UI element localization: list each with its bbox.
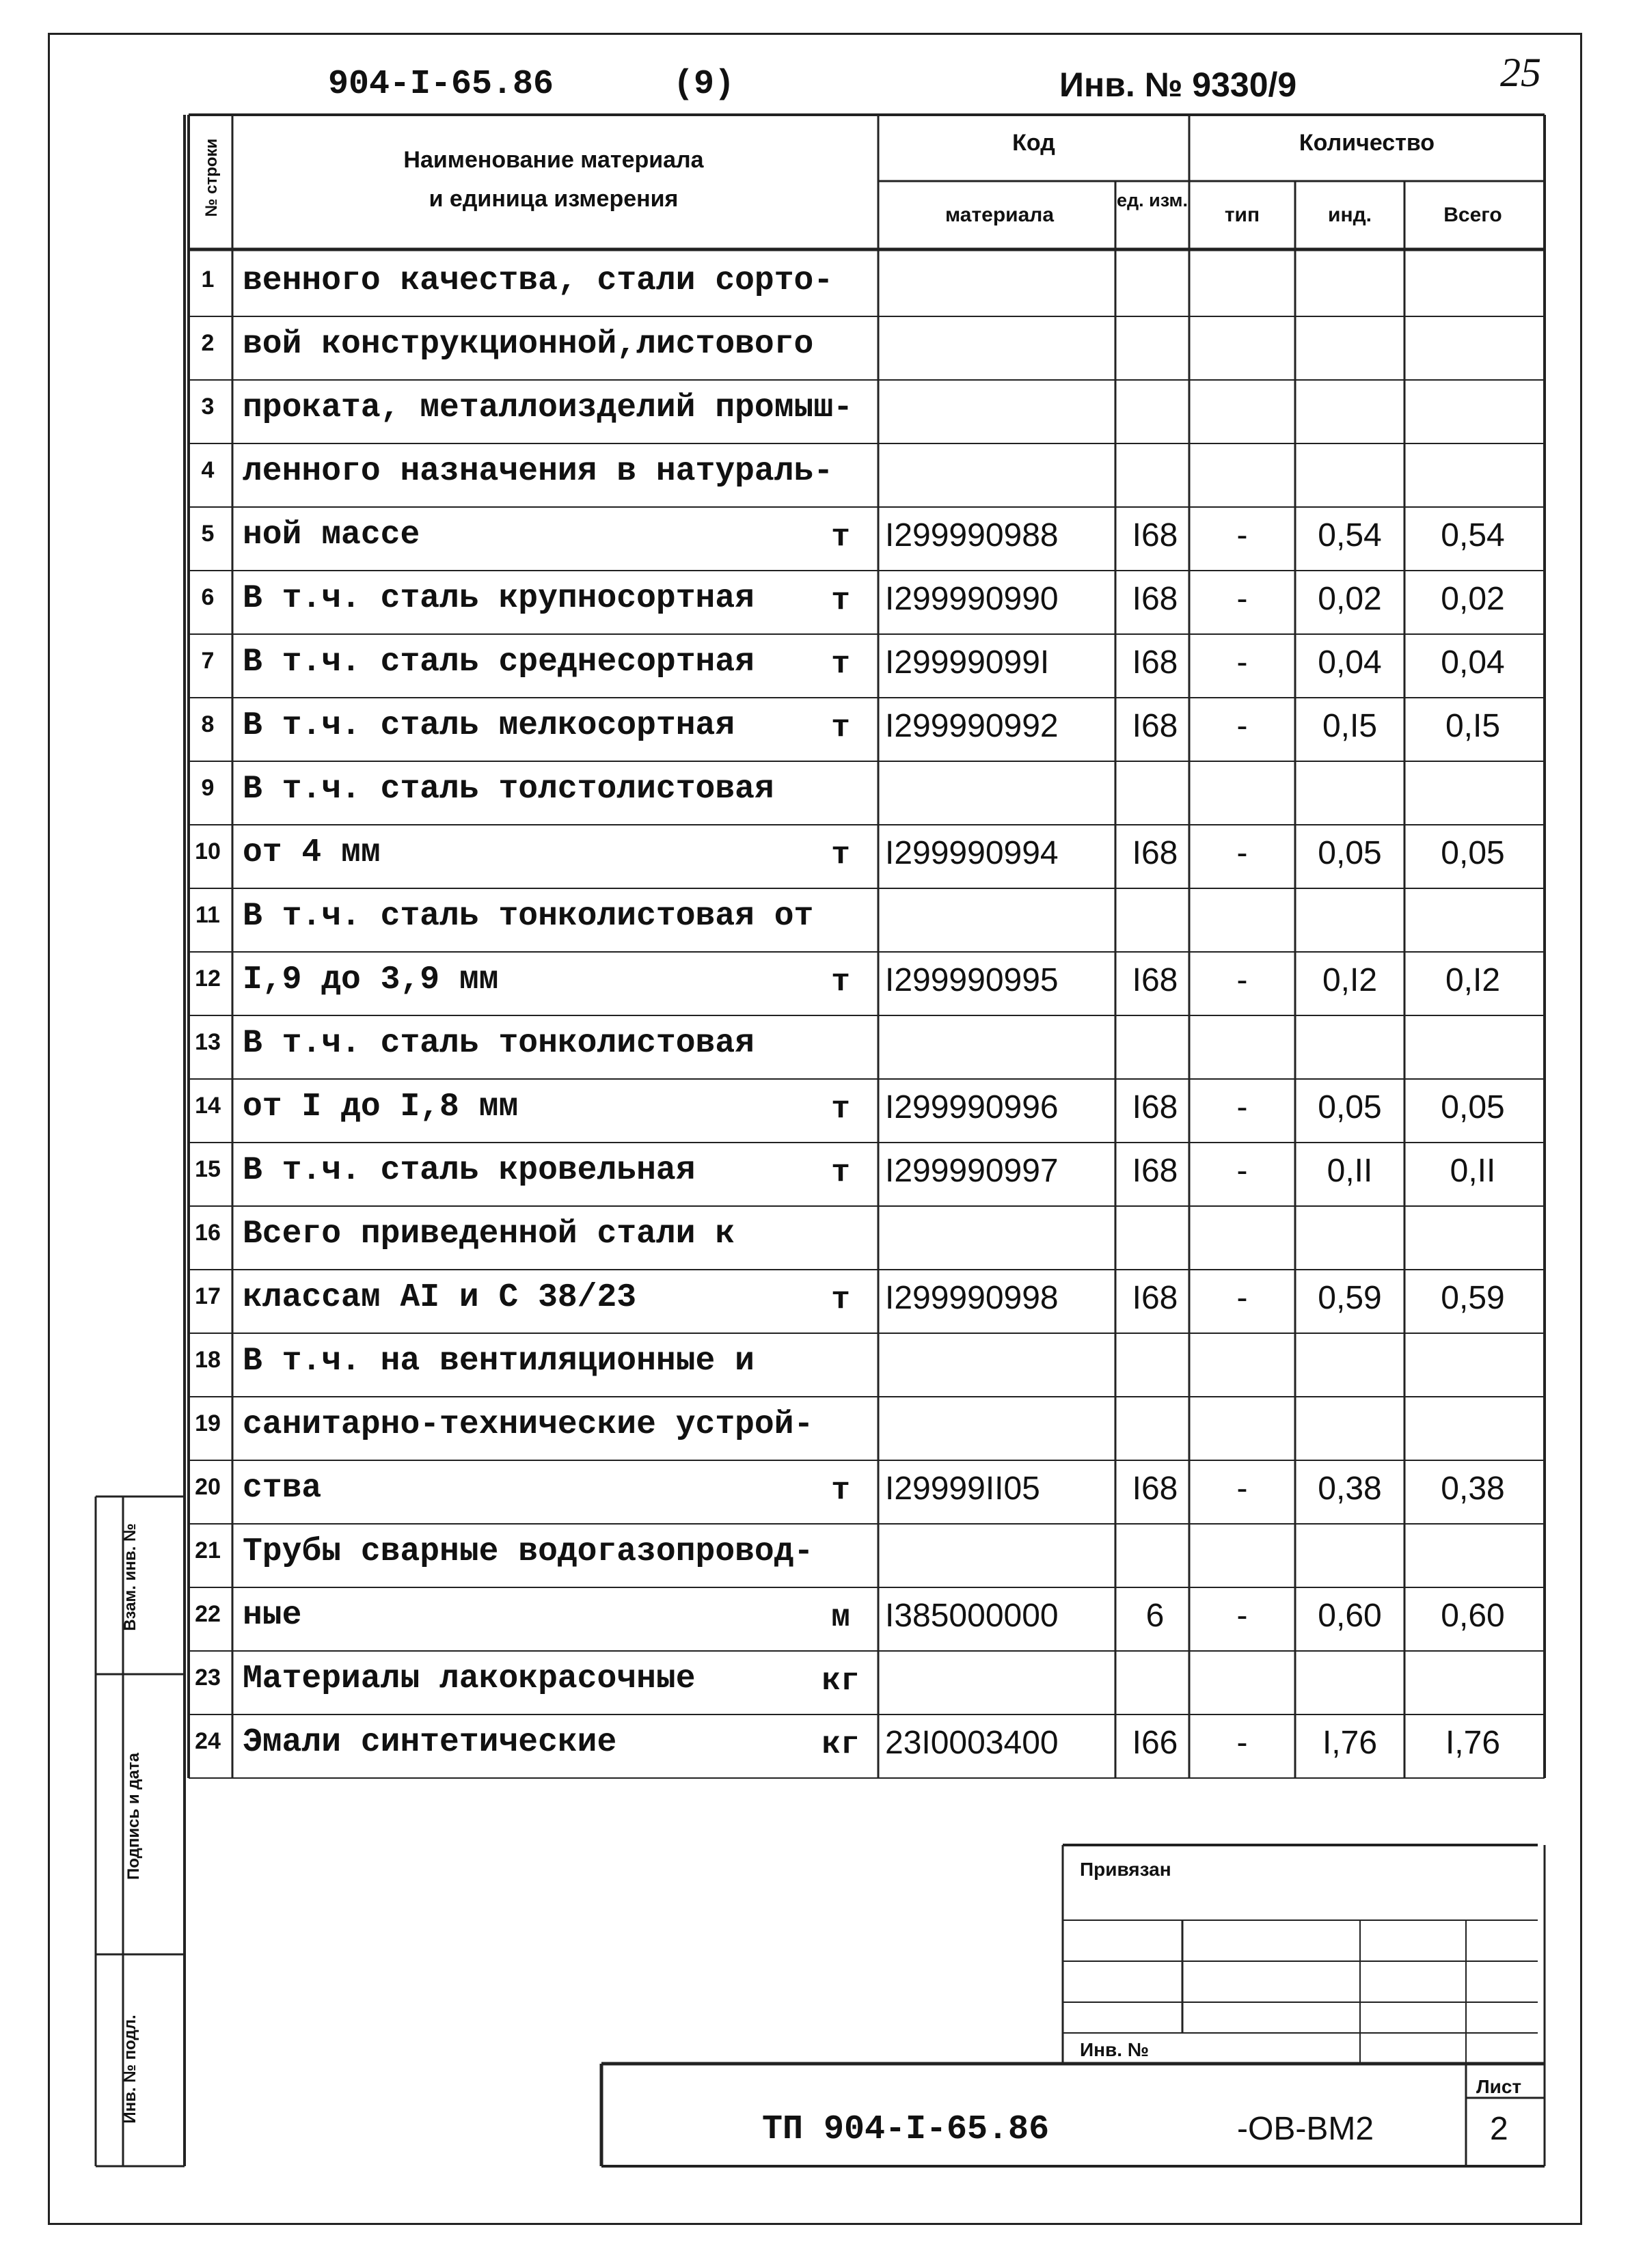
row-material-name: В т.ч. сталь среднесортная [243,644,755,681]
header-material: материала [945,204,1055,226]
row-number: 21 [195,1538,221,1563]
row-number: 12 [195,966,221,992]
row-number: 13 [195,1029,221,1055]
row-material-name: В т.ч. сталь кровельная [243,1152,696,1189]
row-material-name: ной массе [243,517,420,554]
row-number: 2 [201,330,215,356]
side-vzam-inv: Взам. инв. № [121,1523,139,1631]
row-material-code: I29999II05 [885,1471,1040,1507]
header-code: Код [1012,130,1055,156]
row-material-name: В т.ч. сталь тонколистовая от [243,898,814,935]
side-inv-original: Инв. № подл. [121,2014,139,2124]
row-material-code: I299990994 [885,835,1059,871]
row-material-code: I299990988 [885,517,1059,554]
row-unit: т [831,646,850,682]
row-qty-type: - [1236,835,1248,871]
row-qty-ind: 0,59 [1318,1280,1382,1316]
row-qty-total: 0,I5 [1445,708,1501,744]
row-qty-type: - [1236,708,1248,744]
row-material-code: I299990990 [885,581,1059,617]
row-unit: т [831,1155,850,1190]
row-material-name: от I до I,8 мм [243,1089,519,1125]
row-material-code: I299990992 [885,708,1059,744]
row-number: 3 [201,394,215,420]
row-number: 7 [201,648,215,674]
row-number: 10 [195,838,221,864]
row-qty-total: 0,02 [1441,581,1505,617]
row-qty-ind: 0,I2 [1322,962,1378,998]
row-material-name: Материалы лакокрасочные [243,1661,696,1697]
stamp-inv-no: Инв. № [1080,2039,1150,2060]
row-unit: т [831,837,850,873]
stamp-doc-number: ТП 904-I-65.86 [762,2110,1050,2149]
row-unit-code: I68 [1132,517,1178,554]
row-unit-code: I68 [1132,708,1178,744]
row-material-name: ные [243,1597,302,1634]
row-material-code: I299990998 [885,1280,1059,1316]
row-number: 4 [201,457,215,483]
side-signature-date: Подпись и дата [124,1753,143,1880]
row-number: 22 [195,1601,221,1627]
header-unit: ед. изм. [1117,190,1188,210]
sheet-handwritten: 25 [1500,50,1541,95]
doc-part: (9) [673,65,735,104]
row-qty-type: - [1236,1471,1248,1507]
row-material-name: Трубы сварные водогазопровод- [243,1533,814,1570]
header-row-number: № строки [202,138,221,217]
row-qty-total: 0,04 [1441,644,1505,681]
inventory-number: Инв. № 9330/9 [1059,66,1297,104]
row-unit: т [831,1473,850,1508]
row-qty-total: 0,05 [1441,1089,1505,1125]
row-qty-type: - [1236,1153,1248,1189]
row-qty-ind: I,76 [1322,1725,1378,1761]
row-material-name: В т.ч. сталь тонколистовая [243,1025,755,1062]
row-material-name: от 4 мм [243,834,381,871]
row-number: 14 [195,1093,221,1119]
row-qty-type: - [1236,1598,1248,1634]
row-qty-ind: 0,04 [1318,644,1382,681]
row-unit-code: I68 [1132,1089,1178,1125]
row-unit: кг [821,1727,860,1762]
row-material-name: проката, металлоизделий промыш- [243,390,853,426]
row-qty-ind: 0,02 [1318,581,1382,617]
header-type: тип [1224,204,1260,226]
row-unit: т [831,710,850,746]
row-unit-code: I66 [1132,1725,1178,1761]
row-number: 8 [201,711,215,737]
row-qty-ind: 0,38 [1318,1471,1382,1507]
header-ind: инд. [1328,204,1372,226]
row-material-name: венного качества, стали сорто- [243,262,834,299]
row-qty-total: 0,59 [1441,1280,1505,1316]
row-number: 5 [201,521,215,547]
row-qty-total: 0,I2 [1445,962,1501,998]
doc-code: 904-I-65.86 [328,65,554,104]
stamp-privyazan: Привязан [1080,1859,1171,1880]
header-total: Всего [1443,204,1502,226]
row-number: 11 [195,902,220,928]
row-material-code: I29999099I [885,644,1050,681]
row-unit-code: I68 [1132,1153,1178,1189]
row-qty-type: - [1236,1280,1248,1316]
row-material-name: В т.ч. на вентиляционные и [243,1343,755,1380]
row-material-name: Всего приведенной стали к [243,1216,735,1253]
row-unit: т [831,583,850,618]
row-number: 15 [195,1156,221,1182]
row-qty-ind: 0,I5 [1322,708,1378,744]
row-unit-code: I68 [1132,835,1178,871]
row-material-name: ства [243,1470,322,1507]
row-qty-total: 0,54 [1441,517,1505,554]
row-number: 9 [201,775,215,801]
row-material-code: 23I0003400 [885,1725,1059,1761]
row-qty-type: - [1236,644,1248,681]
row-number: 20 [195,1474,221,1500]
row-material-name: I,9 до 3,9 мм [243,961,499,998]
row-qty-type: - [1236,517,1248,554]
row-qty-type: - [1236,1089,1248,1125]
row-number: 23 [195,1665,221,1691]
row-unit: т [831,1091,850,1127]
row-qty-ind: 0,60 [1318,1598,1382,1634]
row-material-name: Эмали синтетические [243,1724,617,1761]
row-number: 18 [195,1347,221,1373]
row-unit-code: I68 [1132,962,1178,998]
row-unit-code: I68 [1132,581,1178,617]
row-unit-code: I68 [1132,644,1178,681]
row-unit: м [831,1600,850,1635]
row-unit: кг [821,1663,860,1699]
row-material-name: ленного назначения в натураль- [243,453,834,490]
stamp-sheet-label: Лист [1476,2076,1522,2097]
row-qty-total: 0,05 [1441,835,1505,871]
row-material-name: санитарно-технические устрой- [243,1406,814,1443]
row-material-name: В т.ч. сталь мелкосортная [243,707,735,744]
row-qty-ind: 0,II [1327,1153,1373,1189]
row-qty-total: 0,II [1450,1153,1496,1189]
row-material-code: I299990995 [885,962,1059,998]
row-material-code: I385000000 [885,1598,1059,1634]
row-number: 19 [195,1410,221,1436]
row-qty-total: 0,38 [1441,1471,1505,1507]
row-qty-total: 0,60 [1441,1598,1505,1634]
row-qty-type: - [1236,1725,1248,1761]
row-qty-total: I,76 [1445,1725,1501,1761]
row-qty-ind: 0,54 [1318,517,1382,554]
row-material-name: В т.ч. сталь толстолистовая [243,771,774,808]
row-unit-code: I68 [1132,1280,1178,1316]
row-number: 1 [201,267,215,292]
row-unit: т [831,964,850,1000]
row-unit: т [831,1282,850,1317]
row-unit-code: I68 [1132,1471,1178,1507]
row-material-name: вой конструкционной,листового [243,326,814,363]
row-qty-ind: 0,05 [1318,835,1382,871]
row-qty-type: - [1236,962,1248,998]
header-quantity: Количество [1299,130,1435,156]
row-material-code: I299990997 [885,1153,1059,1189]
row-qty-type: - [1236,581,1248,617]
row-unit: т [831,519,850,555]
stamp-sheet-number: 2 [1490,2111,1508,2147]
row-material-name: классам АI и С 38/23 [243,1279,637,1316]
row-number: 24 [195,1728,221,1754]
row-number: 16 [195,1220,221,1246]
row-material-name: В т.ч. сталь крупносортная [243,580,755,617]
header-name-line1: Наименование материала [403,147,704,173]
row-unit-code: 6 [1145,1598,1165,1634]
row-qty-ind: 0,05 [1318,1089,1382,1125]
row-number: 6 [201,584,215,610]
header-name-line2: и единица измерения [429,186,679,212]
row-number: 17 [195,1283,221,1309]
stamp-mark: -ОВ-ВМ2 [1237,2111,1374,2147]
row-material-code: I299990996 [885,1089,1059,1125]
